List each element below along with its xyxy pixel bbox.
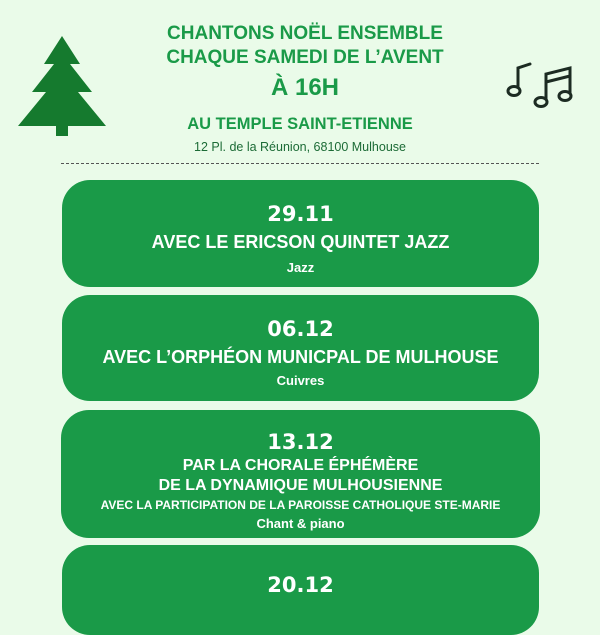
headline-line-2: CHAQUE SAMEDI DE L’AVENT	[166, 47, 444, 68]
event-date: 29.11	[267, 202, 334, 226]
headline-time: À 16H	[270, 74, 340, 101]
headline	[110, 22, 500, 104]
event-date: 06.12	[267, 317, 334, 341]
venue-address: 12 Pl. de la Réunion, 68100 Mulhouse	[194, 140, 406, 154]
event-note: AVEC LA PARTICIPATION DE LA PAROISSE CATHOLIQUE STE-MARIE	[100, 498, 501, 512]
event-card	[62, 295, 539, 401]
event-title-line-1: PAR LA CHORALE ÉPHÉMÈRE	[182, 457, 419, 474]
event-card	[62, 180, 539, 287]
title-cut-strokes	[0, 0, 600, 15]
event-title: AVEC L’ORPHÉON MUNICPAL DE MULHOUSE	[102, 347, 499, 367]
event-title: AVEC LE ERICSON QUINTET JAZZ	[151, 232, 450, 252]
event-date: 13.12	[267, 430, 334, 454]
divider	[61, 163, 539, 164]
event-card	[61, 410, 540, 538]
event-genre: Chant & piano	[256, 516, 345, 531]
event-date: 20.12	[267, 573, 334, 597]
venue-name: AU TEMPLE SAINT-ETIENNE	[187, 115, 413, 133]
headline-line-1: CHANTONS NOËL ENSEMBLE	[167, 23, 443, 44]
music-notes-icon	[506, 60, 578, 116]
event-genre: Cuivres	[276, 373, 325, 388]
event-genre: Jazz	[286, 260, 315, 275]
event-title-line-2: DE LA DYNAMIQUE MULHOUSIENNE	[158, 477, 443, 494]
event-card	[62, 545, 539, 635]
